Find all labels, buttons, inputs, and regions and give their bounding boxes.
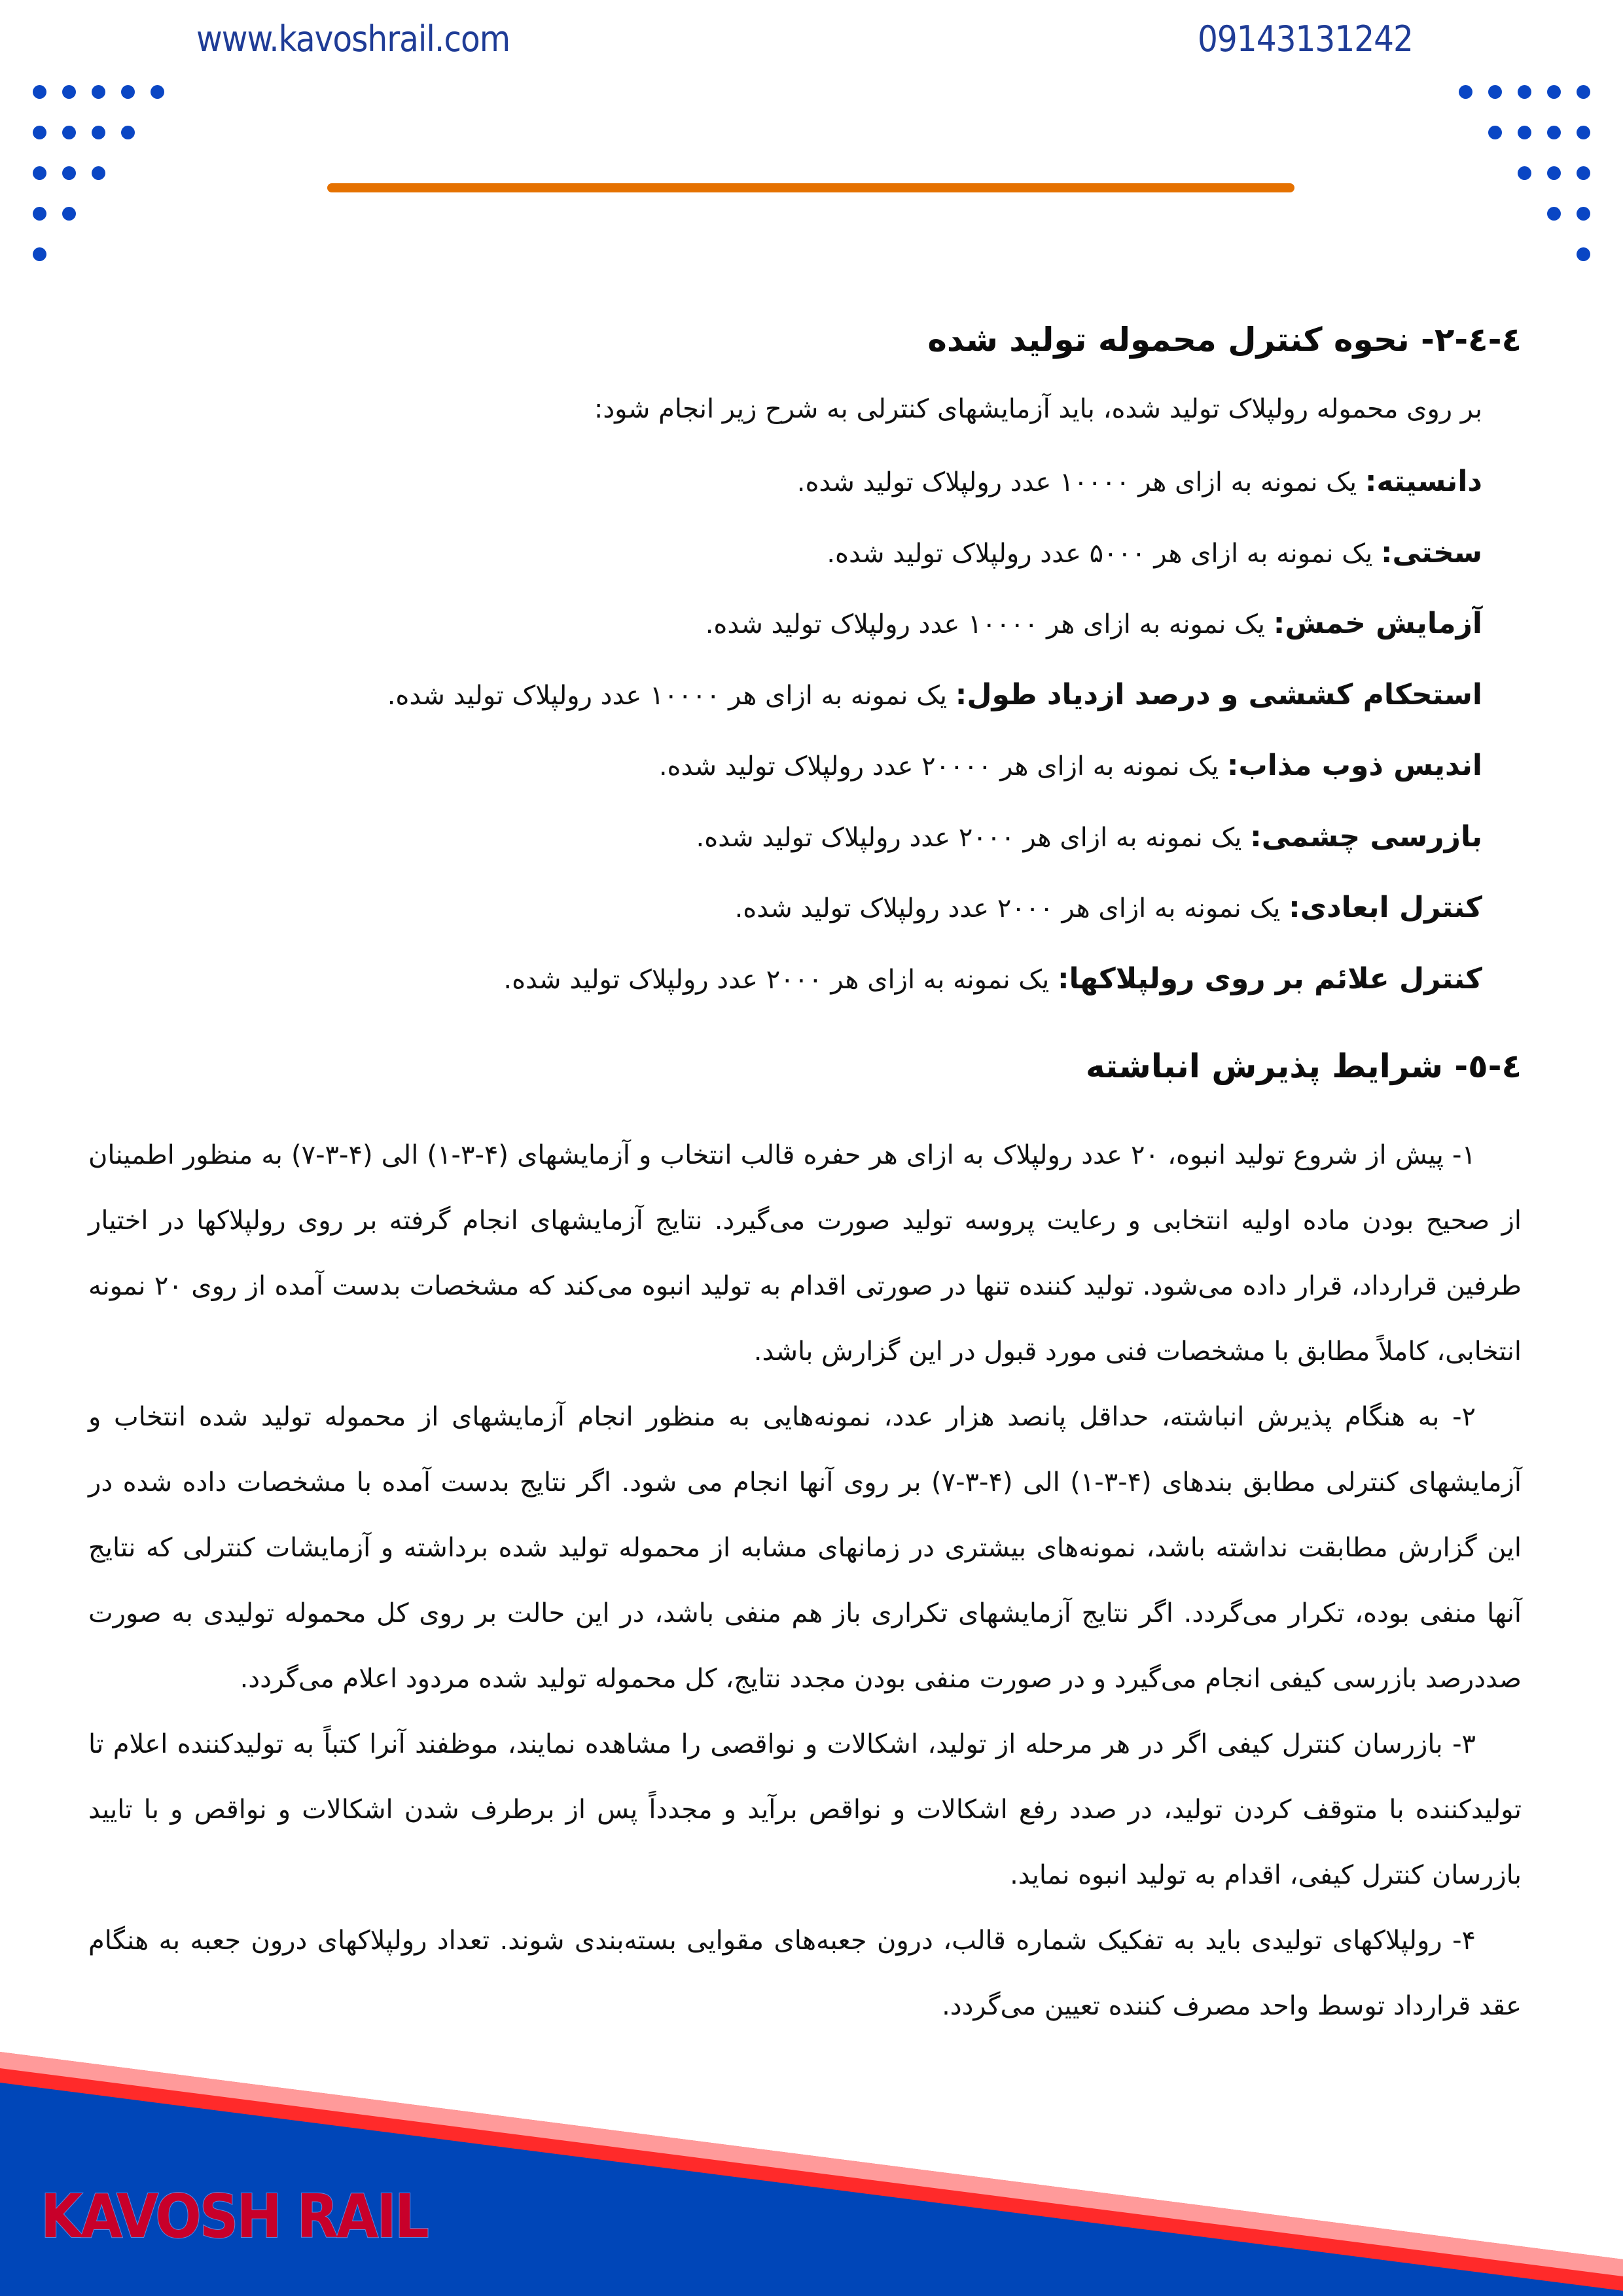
test-item xyxy=(387,458,1482,529)
paragraph: ۳- بازرسان کنترل کیفی اگر در هر مرحله از تولید، اشکالات و نواقصی را مشاهده نمایند، موظفند آنرا کتباً به تولیدکننده اعلام تا تولیدکننده با متوقف کردن تولید، در صدد رفع اشکالات و نواقص برآید و مجدداً پس از برطرف شدن اشکالات و نواقص و با تایید بازرسان کنترل کیفی، اقدام به تولید انبوه نماید. xyxy=(88,1729,1522,1890)
footer-brand-logo: KAVOSH RAIL xyxy=(41,2181,427,2251)
dot-icon xyxy=(62,85,76,99)
dot-row xyxy=(1433,207,1590,247)
dot-icon xyxy=(62,126,76,139)
dot-row xyxy=(33,85,190,126)
test-item xyxy=(387,600,1482,672)
test-item xyxy=(387,529,1482,601)
test-label: آزمایش خمش: xyxy=(1273,607,1482,640)
test-label: استحکام کششی و درصد ازدیاد طول: xyxy=(955,677,1482,711)
dot-icon xyxy=(92,126,105,139)
test-label: کنترل علائم بر روی رولپلاکها: xyxy=(1057,961,1482,996)
dot-icon xyxy=(1577,207,1590,221)
dot-icon xyxy=(1577,166,1590,180)
dot-row xyxy=(1433,247,1590,288)
test-item xyxy=(387,742,1482,814)
dot-row xyxy=(1433,166,1590,207)
dot-icon xyxy=(62,207,76,221)
dot-icon xyxy=(1488,85,1502,99)
test-item xyxy=(387,814,1482,885)
dot-icon xyxy=(33,247,46,261)
website-link[interactable]: www.kavoshrail.com xyxy=(196,18,510,60)
test-text: یک نمونه به ازای هر ۲۰۰۰۰ عدد رولپلاک تولید شده. xyxy=(658,751,1227,781)
paragraph: ۴- رولپلاکهای تولیدی باید به تفکیک شماره قالب، درون جعبه‌های مقوایی بسته‌بندی شوند. تعداد رولپلاکهای درون جعبه به هنگام عقد قرارداد توسط واحد مصرف کننده تعیین می‌گردد. xyxy=(88,1926,1522,2021)
test-list xyxy=(387,458,1482,1026)
dot-icon xyxy=(33,126,46,139)
dot-row xyxy=(1433,85,1590,126)
dot-icon xyxy=(92,166,105,180)
test-label: اندیس ذوب مذاب: xyxy=(1226,749,1482,782)
test-item xyxy=(387,672,1482,743)
dot-icon xyxy=(1577,247,1590,261)
dot-icon xyxy=(92,85,105,99)
paragraph: ۱- پیش از شروع تولید انبوه، ۲۰ عدد رولپلاک به ازای هر حفره قالب انتخاب و آزمایشهای (۴-۳-۱) الی (۴-۳-۷) به منظور اطمینان از صحیح بودن ماده اولیه انتخابی و رعایت پروسه تولید صورت می‌گیرد. نتایج آزمایشهای انجام گرفته بر روی رولپلاکها در اختیار طرفین قرارداد، قرار داده می‌شود. تولید کننده تنها در صورتی اقدام به تولید انبوه می‌کند که مشخصات بدست آمده از روی ۲۰ نمونه انتخابی، کاملاً مطابق با مشخصات فنی مورد قبول در این گزارش باشد. xyxy=(88,1140,1522,1367)
section-heading-4-4-2: ٤-٤-٢- نحوه کنترل محموله تولید شده xyxy=(927,321,1522,359)
dot-icon xyxy=(33,85,46,99)
test-text: یک نمونه به ازای هر ۲۰۰۰ عدد رولپلاک تولید شده. xyxy=(734,893,1289,924)
test-label: کنترل ابعادی: xyxy=(1289,891,1482,924)
dot-icon xyxy=(33,207,46,221)
dot-row xyxy=(33,126,190,166)
test-item xyxy=(387,884,1482,956)
test-text: یک نمونه به ازای هر ۱۰۰۰۰ عدد رولپلاک تولید شده. xyxy=(387,680,955,711)
dot-icon xyxy=(1518,166,1531,180)
test-label: سختی: xyxy=(1380,535,1482,569)
dot-icon xyxy=(1459,85,1472,99)
dot-icon xyxy=(1547,166,1561,180)
dot-icon xyxy=(1577,126,1590,139)
decorative-dots-left xyxy=(33,85,190,288)
decorative-dots-right xyxy=(1433,85,1590,288)
dot-row xyxy=(33,247,190,288)
dot-icon xyxy=(62,166,76,180)
dot-row xyxy=(33,166,190,207)
dot-icon xyxy=(1577,85,1590,99)
test-text: یک نمونه به ازای هر ۲۰۰۰ عدد رولپلاک تولید شده. xyxy=(503,964,1058,995)
dot-icon xyxy=(151,85,164,99)
test-label: دانسیته: xyxy=(1364,465,1482,498)
test-label: بازرسی چشمی: xyxy=(1250,819,1482,853)
dot-icon xyxy=(121,126,135,139)
dot-icon xyxy=(1547,207,1561,221)
test-text: یک نمونه به ازای هر ۵۰۰۰ عدد رولپلاک تولید شده. xyxy=(827,538,1381,569)
header-divider xyxy=(327,183,1294,192)
section-intro: بر روی محموله رولپلاک تولید شده، باید آزمایشهای کنترلی به شرح زیر انجام شود: xyxy=(594,394,1482,424)
paragraph: ۲- به هنگام پذیرش انباشته، حداقل پانصد هزار عدد، نمونه‌هایی به منظور انجام آزمایشهای از محموله تولید شده انتخاب و آزمایشهای کنترلی مطابق بندهای (۴-۳-۱) الی (۴-۳-۷) بر روی آنها انجام می شود. اگر نتایج بدست آمده با مشخصات داده شده در این گزارش مطابقت نداشته باشد، نمونه‌های بیشتری در زمانهای مشابه از محموله تولید شده برداشته و آزمایشات کنترلی که نتایج آنها منفی بوده، تکرار می‌گردد. اگر نتایج آزمایشهای تکراری باز هم منفی باشد، در این حالت بر روی کل محموله تولیدی به صورت صددرصد بازرسی کیفی انجام می‌گیرد و در صورت منفی بودن مجدد نتایج، کل محموله تولید شده مردود اعلام می‌گردد. xyxy=(88,1402,1522,1694)
dot-icon xyxy=(1547,85,1561,99)
acceptance-paragraphs xyxy=(88,1122,1522,2039)
test-text: یک نمونه به ازای هر ۱۰۰۰۰ عدد رولپلاک تولید شده. xyxy=(705,609,1274,639)
dot-icon xyxy=(33,166,46,180)
test-item xyxy=(387,956,1482,1027)
test-text: یک نمونه به ازای هر ۲۰۰۰ عدد رولپلاک تولید شده. xyxy=(696,822,1251,853)
dot-icon xyxy=(121,85,135,99)
dot-icon xyxy=(1518,85,1531,99)
dot-icon xyxy=(1488,126,1502,139)
footer-band xyxy=(0,2029,1623,2296)
test-text: یک نمونه به ازای هر ۱۰۰۰۰ عدد رولپلاک تولید شده. xyxy=(796,467,1365,497)
dot-row xyxy=(1433,126,1590,166)
dot-row xyxy=(33,207,190,247)
section-heading-4-5: ٤-٥- شرایط پذیرش انباشته xyxy=(1085,1047,1522,1085)
dot-icon xyxy=(1547,126,1561,139)
phone-number: 09143131242 xyxy=(1198,18,1413,60)
dot-icon xyxy=(1518,126,1531,139)
